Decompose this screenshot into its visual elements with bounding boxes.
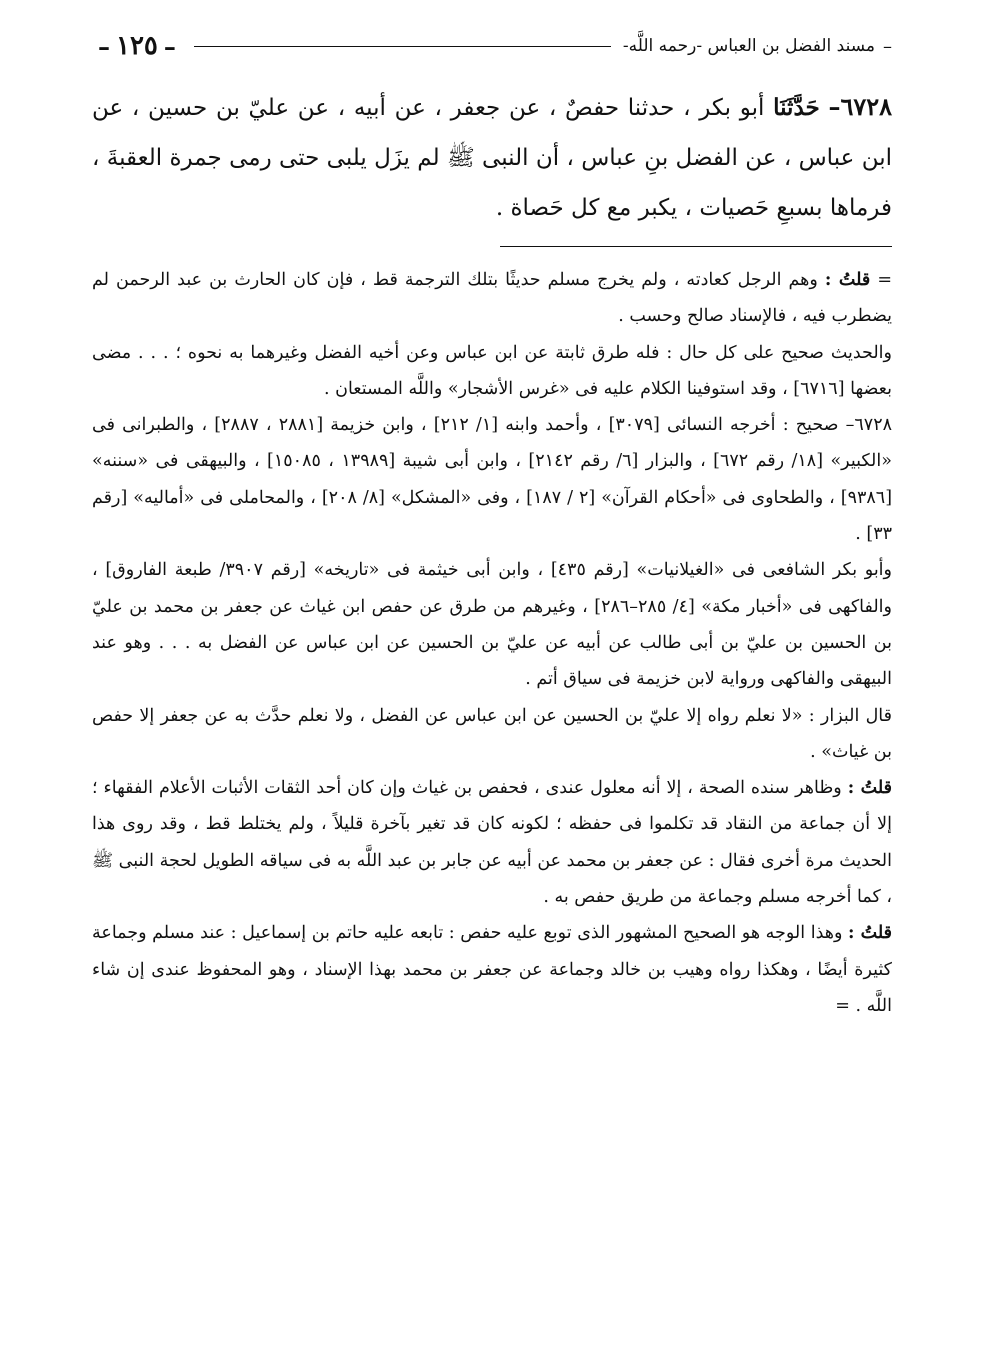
note-paragraph: [92, 915, 892, 1024]
running-header: [92, 26, 892, 66]
note-text: وهذا الوجه هو الصحيح المشهور الذى توبع عليه حفص : تابعه عليه حاتم بن إسماعيل : عند مسلم وجماعة كثيرة أيضًا ، وهكذا رواه وهيب بن خالد وجماعة عن جعفر بن محمد بهذا الإسناد ، وهو المحفوظ عندى إن شاء اللَّه .: [92, 923, 892, 1016]
note-paragraph: [92, 770, 892, 915]
header-rule: [194, 46, 611, 47]
footnotes: [92, 262, 892, 1024]
note-paragraph: وأبو بكر الشافعى فى «الغيلانيات» [رقم ٤٣٥] ، وابن أبى خيثمة فى «تاريخه» [رقم ٣٩٠٧/ طبعة الفاروق] ، والفاكهى فى «أخبار مكة» [٤/ ٢٨٥–٢٨٦] ، وغيرهم من طرق عن حفص ابن غياث عن جعفر بن محمد بن عليّ بن الحسين بن عليّ بن أبى طالب عن أبيه عن عليّ بن الحسين عن ابن عباس عن الفضل به . . . وهو عند البيهقى والفاكهى ورواية لابن خزيمة فى سياق أتم .: [92, 560, 892, 690]
note-paragraph: قال البزار : «لا نعلم رواه إلا عليّ بن الحسين عن ابن عباس عن الفضل ، ولا نعلم حدَّث به عن جعفر إلا حفص بن غياث» .: [92, 705, 892, 762]
continuation-marker: =: [877, 270, 892, 290]
takhrij-text: أخرجه النسائى [٣٠٧٩] ، وأحمد وابنه [١/ ٢١٢] ، وابن خزيمة [٢٨٨١ ، ٢٨٨٧] ، والطبرانى فى «الكبير» [١٨/ رقم ٦٧٢] ، والبزار [٦/ رقم ٢١٤٢] ، وابن أبى شيبة [١٣٩٨٩ ، ١٥٠٨٥] ، والبيهقى فى «سننه» [٩٣٨٦] ، والطحاوى فى «أحكام القرآن» [٢ / ١٨٧] ، وفى «المشكل» [٨/ ٢٠٨] ، والمحاملى فى «أماليه» [رقم ٣٣] .: [92, 415, 893, 545]
takhrij-paragraph: [92, 407, 892, 552]
hadith-number: ٦٧٢٨–: [828, 92, 892, 121]
note-label: قلتُ :: [848, 923, 892, 944]
hadith-block: [92, 82, 892, 233]
note-text: وظاهر سنده الصحة ، إلا أنه معلول عندى ، فحفص بن غياث وإن كان أحد الثقات الأثبات الأعلام الفقهاء ؛ إلا أن جماعة من النقاد قد تكلموا فى حفظه ؛ لكونه كان قد تغير بآخرة قليلاً ، ولم يختلط قط ، وقد روى هذا الحديث مرة أخرى فقال : عن جعفر بن محمد عن أبيه عن جابر بن عبد اللَّه به فى سياقه الطويل لحجة النبى ﷺ ، كما أخرجه مسلم وجماعة من طريق حفص به .: [91, 778, 892, 908]
hadith-opener: حَدَّثَنَا: [773, 94, 820, 121]
hadith-paragraph: [92, 82, 892, 233]
note-text: وهم الرجل كعادته ، ولم يخرج مسلم حديثًا بتلك الترجمة قط ، فإن كان الحارث بن عبد الرحمن لم يضطرب فيه ، فالإسناد صالح وحسب .: [92, 270, 892, 327]
footnote-separator: [500, 246, 892, 247]
continuation-marker: =: [835, 995, 850, 1016]
header-trailing-dash: –: [883, 35, 892, 57]
note-continuation-paragraph: [92, 262, 892, 335]
page-number: [92, 31, 182, 61]
hadith-text: أبو بكر ، حدثنا حفصٌ ، عن جعفر ، عن أبيه ، عن عليّ بن حسين ، عن ابن عباس ، عن الفضل بنِ عباس ، أن النبى ﷺ لم يزَل يلبى حتى رمى جمرة العقبةَ ، فرماها بسبعِ حَصيات ، يكبر مع كل حَصاة .: [92, 95, 892, 221]
note-label: قلتُ :: [847, 778, 892, 799]
note-paragraph: والحديث صحيح على كل حال : فله طرق ثابتة عن ابن عباس وعن أخيه الفضل وغيرهما به نحوه ؛ . . . مضى بعضها [٦٧١٦] ، وقد استوفينا الكلام عليه فى «غرس الأشجار» واللَّه المستعان .: [92, 342, 892, 399]
page-number-dash-right: –: [163, 31, 176, 61]
running-title: مسند الفضل بن العباس -رحمه اللَّه-: [622, 36, 875, 56]
page-number-value: ١٢٥: [116, 31, 158, 61]
takhrij-label: ٦٧٢٨– صحيح :: [782, 415, 893, 436]
note-label: قلتُ :: [824, 270, 871, 290]
page-number-dash-left: –: [98, 31, 110, 61]
